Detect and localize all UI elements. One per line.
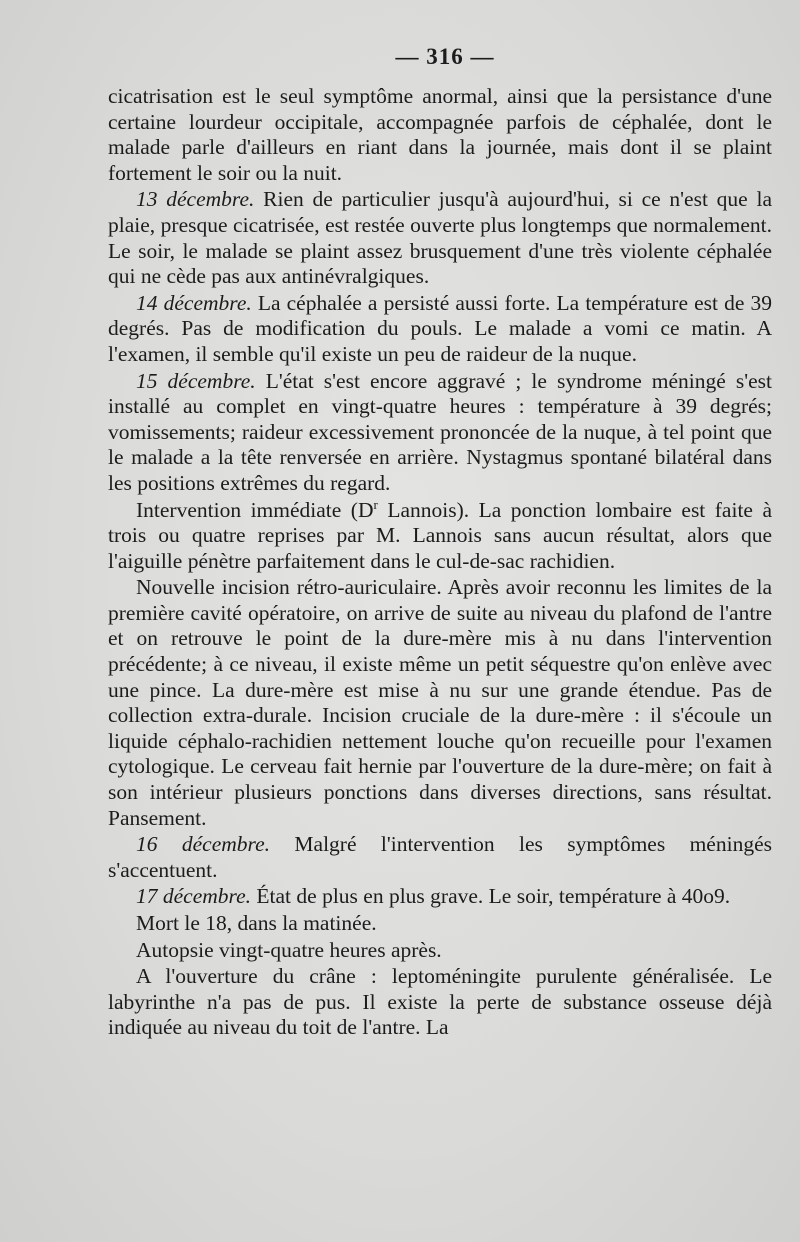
paragraph bbox=[108, 187, 772, 289]
paragraph-date: 16 décembre. bbox=[136, 832, 271, 857]
paragraph-date: 17 décembre. bbox=[136, 884, 252, 909]
paragraph bbox=[108, 964, 772, 1041]
paragraph-text: cicatrisation est le seul symptôme anormal, ainsi que la persistance d'une certaine lourdeur occipitale, accompagnée parfois de céphalée, dont le malade parle d'ailleurs en riant dans la journée, mais dont il se plaint fortement le soir ou la nuit. bbox=[108, 84, 772, 185]
body-text bbox=[108, 84, 772, 1041]
paragraph bbox=[108, 369, 772, 497]
superscript: r bbox=[373, 496, 378, 512]
paragraph-text: A l'ouverture du crâne : leptoméningite purulente généralisée. Le labyrinthe n'a pas de pus. Il existe la perte de substance osseuse déjà indiquée au niveau du toit de l'antre. La bbox=[108, 964, 772, 1040]
paragraph bbox=[108, 911, 772, 937]
paragraph-text: La céphalée a persisté aussi forte. La température est de 39 degrés. Pas de modification du pouls. Le malade a vomi ce matin. A l'examen, il semble qu'il existe un peu de raideur de la nuque. bbox=[108, 290, 772, 366]
paragraph-text: Rien de particulier jusqu'à aujourd'hui, si ce n'est que la plaie, presque cicatrisée, est restée ouverte plus longtemps que normalement. Le soir, le malade se plaint assez brusquement d'une très violente céphalée qui ne cède pas aux antinévralgiques. bbox=[108, 187, 772, 289]
paragraph-date: 15 décembre. bbox=[136, 368, 256, 393]
paragraph bbox=[108, 938, 772, 964]
paragraph-text: Autopsie vingt-quatre heures après. bbox=[136, 937, 442, 962]
paragraph-text: Lannois). La ponction lombaire est faite à trois ou quatre reprises par M. Lannois sans aucun résultat, alors que l'aiguille pénètre parfaitement dans le cul-de-sac rachidien. bbox=[108, 497, 772, 573]
paragraph bbox=[108, 291, 772, 368]
paragraph bbox=[108, 832, 772, 883]
paragraph-text: Mort le 18, dans la matinée. bbox=[136, 911, 377, 935]
paragraph bbox=[108, 884, 772, 910]
paragraph-text: Nouvelle incision rétro-auriculaire. Après avoir reconnu les limites de la première cavité opératoire, on arrive de suite au niveau du plafond de l'antre et on retrouve le point de la dure-mère mis à nu dans l'intervention précédente; à ce niveau, il existe même un petit séquestre qu'on enlève avec une pince. La dure-mère est mise à nu sur une grande étendue. Pas de collection extra-durale. Incision cruciale de la dure-mère : il s'écoule un liquide céphalo-rachidien nettement louche qu'on recueille pour l'examen cytologique. Le cerveau fait hernie par l'ouverture de la dure-mère; on fait à son intérieur plusieurs ponctions dans diverses directions, sans résultat. Pansement. bbox=[108, 575, 772, 830]
paragraph bbox=[108, 498, 772, 575]
paragraph-text: Malgré l'intervention les symptômes méningés s'accentuent. bbox=[108, 832, 772, 882]
paragraph bbox=[108, 575, 772, 831]
page-number: — 316 — bbox=[395, 44, 495, 69]
paragraph-text: Intervention immédiate (D bbox=[136, 497, 374, 522]
paragraph-date: 14 décembre. bbox=[136, 290, 252, 315]
paragraph-text: L'état s'est encore aggravé ; le syndrome méningé s'est installé au complet en vingt-quatre heures : température à 39 degrés; vomissements; raideur excessivement prononcée de la nuque, à tel point que le malade a la tête renversée en arrière. Nystagmus spontané bilatéral dans les positions extrêmes du regard. bbox=[108, 368, 772, 495]
paragraph-text: État de plus en plus grave. Le soir, température à 40o9. bbox=[251, 884, 731, 909]
paragraph bbox=[108, 84, 772, 186]
paragraph-date: 13 décembre. bbox=[136, 187, 255, 212]
